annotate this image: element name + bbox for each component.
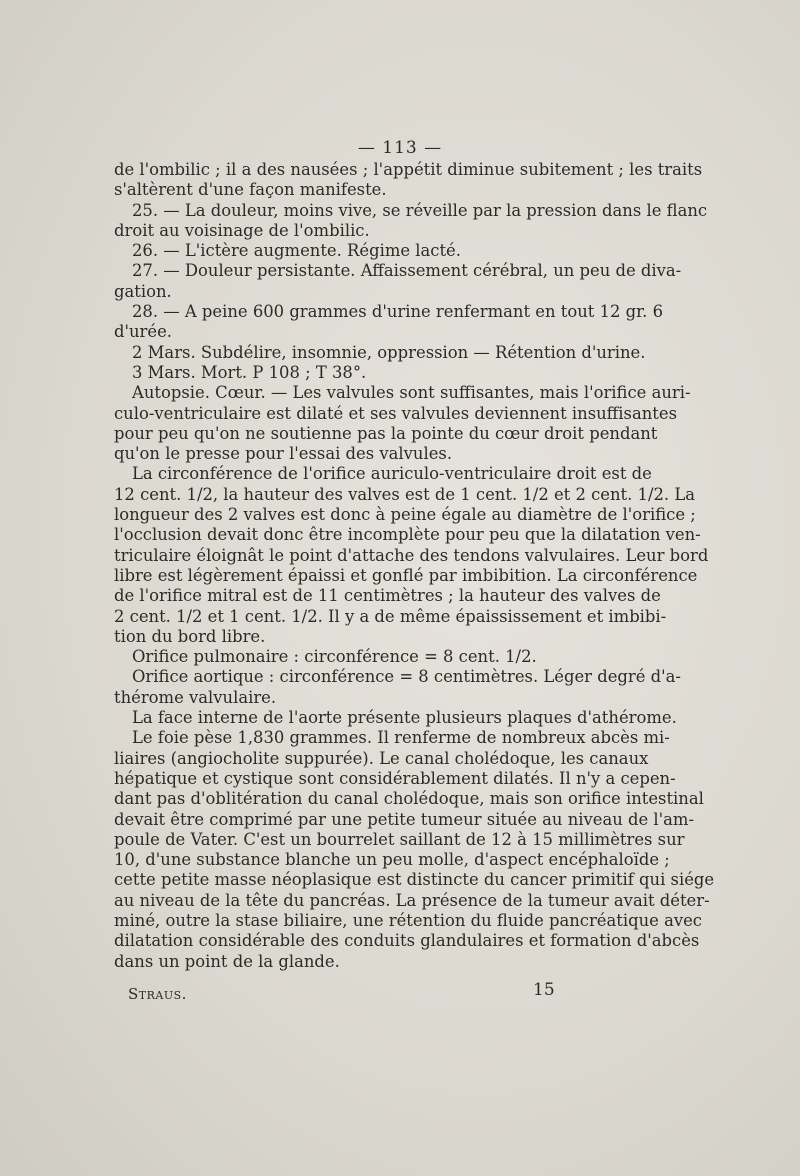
text-line: au niveau de la tête du pancréas. La présence de la tumeur avait déter-	[114, 890, 710, 910]
text-line: libre est légèrement épaissi et gonflé par imbibition. La circonférence	[114, 565, 698, 585]
signature-mark: 15	[533, 980, 555, 1000]
text-line: 2 Mars. Subdélire, insomnie, oppression — Rétention d'urine.	[132, 342, 646, 362]
text-line: cette petite masse néoplasique est distincte du cancer primitif qui siége	[114, 870, 715, 890]
text-line: dans un point de la glande.	[114, 951, 340, 971]
text-line: La face interne de l'aorte présente plusieurs plaques d'athérome.	[132, 708, 677, 728]
text-line: s'altèrent d'une façon manifeste.	[114, 180, 387, 200]
text-line: liaires (angiocholite suppurée). Le canal cholédoque, les canaux	[114, 748, 649, 768]
text-line: l'occlusion devait donc être incomplète pour peu que la dilatation ven-	[114, 525, 701, 545]
text-line: triculaire éloignât le point d'attache des tendons valvulaires. Leur bord	[114, 545, 709, 565]
text-line: La circonférence de l'orifice auriculo-ventriculaire droit est de	[132, 464, 652, 484]
text-line: miné, outre la stase biliaire, une rétention du fluide pancréatique avec	[114, 910, 702, 930]
text-line: dant pas d'oblitération du canal cholédoque, mais son orifice intestinal	[114, 789, 704, 809]
text-line: de l'orifice mitral est de 11 centimètres ; la hauteur des valves de	[114, 586, 661, 606]
text-line: 2 cent. 1/2 et 1 cent. 1/2. Il y a de même épaississement et imbibi-	[114, 606, 667, 626]
text-line: pour peu qu'on ne soutienne pas la pointe du cœur droit pendant	[114, 423, 658, 443]
text-line: Orifice aortique : circonférence = 8 centimètres. Léger degré d'a-	[132, 667, 681, 687]
text-line: dilatation considérable des conduits glandulaires et formation d'abcès	[114, 931, 700, 951]
text-line: tion du bord libre.	[114, 626, 266, 646]
text-line: longueur des 2 valves est donc à peine égale au diamètre de l'orifice ;	[114, 505, 696, 525]
text-line: 27. — Douleur persistante. Affaissement cérébral, un peu de diva-	[132, 261, 682, 281]
text-line: hépatique et cystique sont considérablement dilatés. Il n'y a cepen-	[114, 768, 676, 788]
text-line: 12 cent. 1/2, la hauteur des valves est de 1 cent. 1/2 et 2 cent. 1/2. La	[114, 484, 695, 504]
text-line: devait être comprimé par une petite tumeur située au niveau de l'am-	[114, 809, 694, 829]
text-line: poule de Vater. C'est un bourrelet saillant de 12 à 15 millimètres sur	[114, 829, 685, 849]
text-line: Autopsie. Cœur. — Les valvules sont suffisantes, mais l'orifice auri-	[132, 383, 691, 403]
text-line: 3 Mars. Mort. P 108 ; T 38°.	[132, 362, 367, 382]
text-line: gation.	[114, 281, 172, 301]
text-line: droit au voisinage de l'ombilic.	[114, 220, 370, 240]
text-line: 10, d'une substance blanche un peu molle, d'aspect encéphaloïde ;	[114, 850, 670, 870]
running-footer-author: Straus.	[128, 985, 187, 1003]
text-line: thérome valvulaire.	[114, 687, 277, 707]
page-number: — 113 —	[357, 138, 443, 158]
body-text	[114, 160, 715, 972]
text-line: d'urée.	[114, 322, 172, 342]
text-line: 25. — La douleur, moins vive, se réveille par la pression dans le flanc	[132, 200, 708, 220]
text-line: culo-ventriculaire est dilaté et ses valvules deviennent insuffisantes	[114, 403, 677, 423]
text-line: 28. — A peine 600 grammes d'urine renfermant en tout 12 gr. 6	[132, 302, 663, 322]
text-line: qu'on le presse pour l'essai des valvules.	[114, 444, 453, 464]
text-line: Le foie pèse 1,830 grammes. Il renferme de nombreux abcès mi-	[132, 728, 670, 748]
text-line: 26. — L'ictère augmente. Régime lacté.	[132, 241, 461, 261]
text-line: Orifice pulmonaire : circonférence = 8 cent. 1/2.	[132, 647, 537, 667]
text-line: de l'ombilic ; il a des nausées ; l'appétit diminue subitement ; les traits	[114, 160, 703, 179]
